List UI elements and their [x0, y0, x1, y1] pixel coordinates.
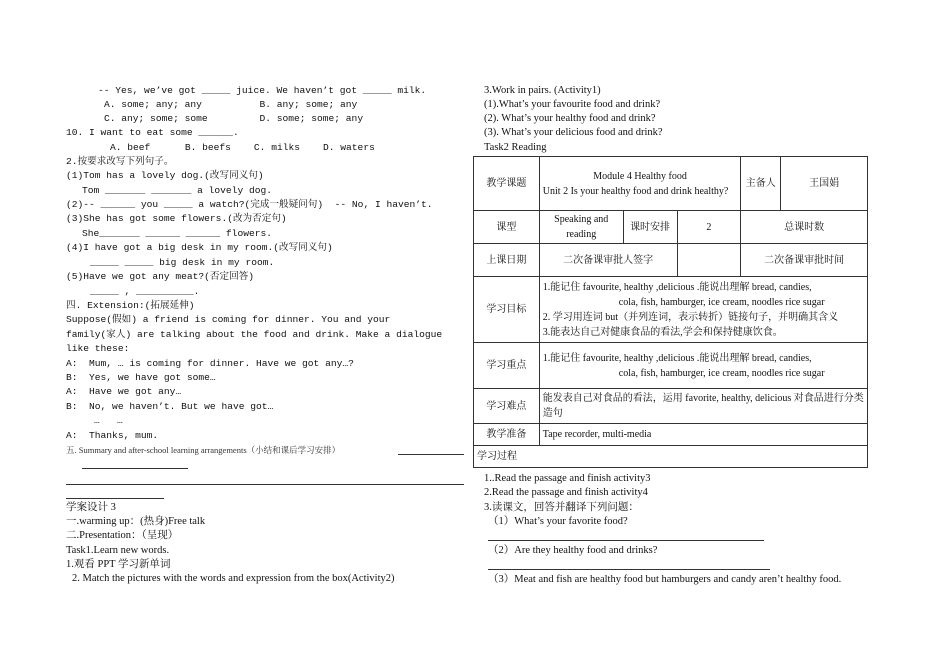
table-row [474, 211, 868, 244]
extension-text: Suppose(假如) a friend is coming for dinner. You and your [66, 314, 391, 325]
pair-work-question: (1).What’s your favourite food and drink? [484, 99, 661, 110]
process-label: 学习过程 [474, 446, 868, 468]
table-row [474, 343, 868, 389]
reading-question: （2）Are they healthy food and drinks? [488, 545, 658, 556]
sign-label: 二次备课审批人签字 [539, 244, 677, 277]
key-line: cola, fish, hamburger, ice cream, noodles rice sugar [618, 367, 825, 379]
prep-value: Tape recorder, multi-media [539, 424, 867, 446]
exercise-line: Tom _______ _______ a lovely dog. [82, 185, 272, 196]
design-line: 一.warming up：(热身)Free talk [66, 516, 206, 527]
type-label: 课型 [474, 211, 540, 244]
type-value: Speaking and reading [539, 211, 623, 244]
reading-task: 1..Read the passage and finish activity3 [484, 473, 651, 484]
topic-unit: Unit 2 Is your healthy food and drink healthy? [542, 185, 729, 197]
sign-value [677, 244, 741, 277]
table-row [474, 157, 868, 211]
design-line: 2. Match the pictures with the words and expression from the box(Activity2) [72, 573, 395, 584]
answer-line [488, 569, 770, 570]
topic-cell [539, 157, 741, 211]
topic-module: Module 4 Healthy food [593, 170, 687, 182]
extension-text: family(家人) are talking about the food and drink. Make a dialogue [66, 329, 443, 340]
dialogue-line: … … [94, 415, 123, 426]
dialogue-line: B: Yes, we have got some… [66, 372, 216, 383]
pair-work-question: (3). What’s your delicious food and drink? [484, 127, 663, 138]
answer-line [66, 484, 464, 485]
choice-line: C. any; some; some D. some; some; any [104, 113, 364, 124]
dialogue-line: A: Mum, … is coming for dinner. Have we got any…? [66, 358, 354, 369]
reading-task: 2.Read the passage and finish activity4 [484, 487, 648, 498]
pair-work-heading: 3.Work in pairs. (Activity1) [484, 85, 601, 96]
exercise-line: (1)Tom has a lovely dog.(改写同义句) [66, 170, 264, 181]
schedule-value: 2 [677, 211, 741, 244]
difficulty-label: 学习难点 [474, 389, 540, 424]
goals-line: 1.能记住 favourite, healthy ,delicious .能说出理解 bread, candies, [542, 281, 812, 293]
table-row [474, 446, 868, 468]
preparer-value: 王国娟 [781, 157, 868, 211]
choice-line: A. beef B. beefs C. milks D. waters [110, 142, 375, 153]
preparer-label: 主备人 [741, 157, 781, 211]
table-row [474, 277, 868, 343]
reading-task: 3.读课文，回答并翻译下列问题： [484, 502, 639, 513]
dialogue-line: A: Have we got any… [66, 386, 182, 397]
table-row [474, 389, 868, 424]
exercise-line: _____ _____ big desk in my room. [90, 257, 275, 268]
key-points-label: 学习重点 [474, 343, 540, 389]
exercise-line: (2)-- ______ you _____ a watch?(完成一般疑问句) -- No, I haven’t. [66, 199, 433, 210]
section-heading: 四. Extension:(拓展延伸) [66, 300, 195, 311]
section-heading: 2.按要求改写下列句子。 [66, 156, 174, 167]
design-title: 学案设计 3 [66, 502, 116, 513]
task-heading: Task2 Reading [484, 142, 547, 153]
exercise-line: (4)I have got a big desk in my room.(改写同义句) [66, 242, 333, 253]
reading-question: （1）What’s your favorite food? [488, 516, 628, 527]
question-line: -- Yes, we’ve got _____ juice. We haven’t got _____ milk. [98, 85, 427, 96]
goals-line: 2. 学习用连词 but（并列连词，表示转折）链接句子，并明确其含义 [542, 311, 839, 323]
goals-label: 学习目标 [474, 277, 540, 343]
date-label: 上课日期 [474, 244, 540, 277]
summary-heading: 五. Summary and after-school learning arrangements（小结和课后学习安排） [66, 445, 341, 455]
schedule-label: 课时安排 [623, 211, 677, 244]
answer-line [66, 498, 164, 499]
goals-cell [539, 277, 867, 343]
table-row [474, 424, 868, 446]
key-points-cell [539, 343, 867, 389]
answer-line [488, 540, 764, 541]
pair-work-question: (2). What’s your healthy food and drink? [484, 113, 656, 124]
design-line: 二.Presentation：（呈现） [66, 530, 179, 541]
answer-line [398, 454, 464, 455]
total-hours-label: 总课时数 [741, 211, 868, 244]
dialogue-line: B: No, we haven’t. But we have got… [66, 401, 274, 412]
dialogue-line: A: Thanks, mum. [66, 430, 159, 441]
difficulty-value: 能发表自己对食品的看法，运用 favorite, healthy, delicious 对食品进行分类造句 [539, 389, 867, 424]
topic-label: 教学课题 [474, 157, 540, 211]
approval-time-label: 二次备课审批时间 [741, 244, 868, 277]
question-line: 10. I want to eat some ______. [66, 127, 239, 138]
exercise-line: _____ , __________. [90, 286, 200, 297]
choice-line: A. some; any; any B. any; some; any [104, 99, 358, 110]
lesson-plan-table [473, 156, 868, 468]
exercise-line: (3)She has got some flowers.(改为否定句) [66, 213, 287, 224]
reading-question: （3）Meat and fish are healthy food but hamburgers and candy aren’t healthy food. [488, 574, 842, 585]
prep-label: 教学准备 [474, 424, 540, 446]
table-row [474, 244, 868, 277]
goals-line: 3.能表达自己对健康食品的看法,学会和保持健康饮食。 [542, 326, 783, 338]
exercise-line: She_______ ______ ______ flowers. [82, 228, 272, 239]
extension-text: like these: [66, 343, 130, 354]
design-line: Task1.Learn new words. [66, 545, 170, 556]
exercise-line: (5)Have we got any meat?(否定回答) [66, 271, 255, 282]
design-line: 1.观看 PPT 学习新单词 [66, 559, 171, 570]
key-line: 1.能记住 favourite, healthy ,delicious .能说出理解 bread, candies, [542, 352, 812, 364]
answer-line [82, 468, 188, 469]
goals-line: cola, fish, hamburger, ice cream, noodles rice sugar [618, 296, 825, 308]
